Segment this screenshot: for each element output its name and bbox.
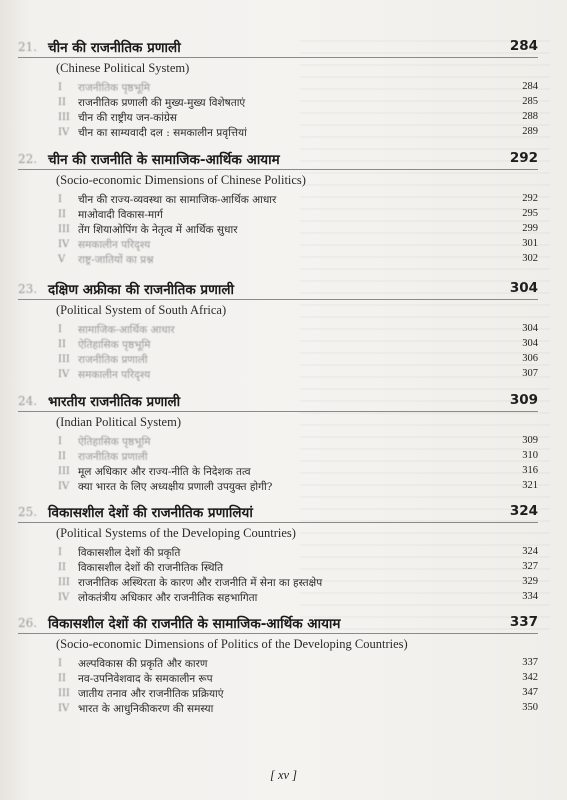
toc-chapter bbox=[18, 38, 538, 141]
section-bullet: IV bbox=[58, 481, 70, 492]
section-bullet: III bbox=[58, 112, 70, 123]
section-bullet: II bbox=[58, 673, 66, 684]
toc-section bbox=[18, 687, 538, 702]
toc-section bbox=[18, 81, 538, 96]
chapter-title: विकासशील देशों की राजनीतिक प्रणालियां bbox=[48, 505, 253, 521]
section-page-number: 310 bbox=[522, 450, 538, 461]
section-bullet: IV bbox=[58, 703, 70, 714]
toc-section bbox=[18, 435, 538, 450]
section-title: ऐतिहासिक पृष्ठभूमि bbox=[78, 436, 151, 448]
section-page-number: 337 bbox=[522, 657, 538, 668]
chapter-english-title: (Chinese Political System) bbox=[56, 61, 190, 75]
chapter-english-title: (Political Systems of the Developing Countries) bbox=[56, 526, 296, 540]
section-page-number: 304 bbox=[522, 323, 538, 334]
section-page-number: 295 bbox=[522, 208, 538, 219]
section-title: राजनीतिक पृष्ठभूमि bbox=[78, 82, 150, 94]
section-page-number: 324 bbox=[522, 546, 538, 557]
toc-section bbox=[18, 480, 538, 495]
section-bullet: III bbox=[58, 688, 70, 699]
section-list bbox=[18, 323, 538, 383]
chapter-title: चीन की राजनीति के सामाजिक-आर्थिक आयाम bbox=[48, 152, 280, 168]
chapter-number: 25. bbox=[18, 505, 38, 519]
toc-section bbox=[18, 238, 538, 253]
section-list bbox=[18, 81, 538, 141]
section-page-number: 329 bbox=[522, 576, 538, 587]
section-bullet: I bbox=[58, 82, 62, 93]
section-title: नव-उपनिवेशवाद के समकालीन रूप bbox=[78, 673, 213, 685]
chapter-number: 26. bbox=[18, 616, 38, 630]
section-title: चीन की राज्य-व्यवस्था का सामाजिक-आर्थिक आधार bbox=[78, 194, 277, 206]
section-title: मूल अधिकार और राज्य-नीति के निदेशक तत्व bbox=[78, 466, 251, 478]
section-title: राजनीतिक प्रणाली की मुख्य-मुख्य विशेषताएं bbox=[78, 97, 246, 109]
section-page-number: 284 bbox=[522, 81, 538, 92]
section-bullet: I bbox=[58, 547, 62, 558]
section-title: ऐतिहासिक पृष्ठभूमि bbox=[78, 339, 151, 351]
section-page-number: 285 bbox=[522, 96, 538, 107]
section-page-number: 299 bbox=[522, 223, 538, 234]
section-title: विकासशील देशों की प्रकृति bbox=[78, 547, 181, 559]
section-title: विकासशील देशों की राजनीतिक स्थिति bbox=[78, 562, 224, 574]
section-bullet: II bbox=[58, 562, 66, 573]
chapter-english-title: (Political System of South Africa) bbox=[56, 303, 227, 317]
section-title: क्या भारत के लिए अध्यक्षीय प्रणाली उपयुक्त होगी? bbox=[78, 481, 273, 493]
section-page-number: 301 bbox=[522, 238, 538, 249]
section-bullet: II bbox=[58, 97, 66, 108]
section-bullet: I bbox=[58, 324, 62, 335]
chapter-title: चीन की राजनीतिक प्रणाली bbox=[48, 40, 181, 56]
section-page-number: 327 bbox=[522, 561, 538, 572]
section-bullet: IV bbox=[58, 369, 70, 380]
section-bullet: II bbox=[58, 451, 66, 462]
toc-section bbox=[18, 672, 538, 687]
chapter-number: 21. bbox=[18, 40, 38, 54]
toc-chapter bbox=[18, 150, 538, 268]
section-title: अल्पविकास की प्रकृति और कारण bbox=[78, 658, 208, 670]
section-title: सामाजिक-आर्थिक आधार bbox=[78, 324, 175, 336]
section-page-number: 334 bbox=[522, 591, 538, 602]
section-list bbox=[18, 435, 538, 495]
section-title: समकालीन परिदृश्य bbox=[78, 239, 151, 251]
section-title: चीन की राष्ट्रीय जन-कांग्रेस bbox=[78, 112, 177, 124]
section-title: राजनीतिक अस्थिरता के कारण और राजनीति में सेना का हस्तक्षेप bbox=[78, 577, 323, 589]
chapter-page-number: 337 bbox=[509, 614, 538, 630]
section-list bbox=[18, 657, 538, 717]
toc-section bbox=[18, 702, 538, 717]
toc-chapter bbox=[18, 280, 538, 383]
section-page-number: 302 bbox=[522, 253, 538, 264]
toc-section bbox=[18, 253, 538, 268]
chapter-page-number: 284 bbox=[509, 38, 538, 54]
toc-section bbox=[18, 353, 538, 368]
section-page-number: 350 bbox=[522, 702, 538, 713]
chapter-rule bbox=[18, 411, 538, 412]
section-page-number: 307 bbox=[522, 368, 538, 379]
section-bullet: III bbox=[58, 466, 70, 477]
section-page-number: 288 bbox=[522, 111, 538, 122]
section-page-number: 306 bbox=[522, 353, 538, 364]
section-page-number: 309 bbox=[522, 435, 538, 446]
section-list bbox=[18, 193, 538, 268]
toc-chapter bbox=[18, 392, 538, 495]
section-bullet: V bbox=[58, 254, 66, 265]
toc-section bbox=[18, 591, 538, 606]
toc-chapter bbox=[18, 503, 538, 606]
toc-section bbox=[18, 465, 538, 480]
chapter-english-title: (Indian Political System) bbox=[56, 415, 181, 429]
chapter-title: विकासशील देशों की राजनीति के सामाजिक-आर्थिक आयाम bbox=[48, 616, 341, 632]
chapter-rule bbox=[18, 522, 538, 523]
chapter-number: 23. bbox=[18, 282, 38, 296]
toc-section bbox=[18, 126, 538, 141]
section-bullet: III bbox=[58, 577, 70, 588]
chapter-heading bbox=[18, 614, 538, 636]
section-page-number: 316 bbox=[522, 465, 538, 476]
section-page-number: 289 bbox=[522, 126, 538, 137]
section-title: राजनीतिक प्रणाली bbox=[78, 451, 148, 463]
section-bullet: I bbox=[58, 658, 62, 669]
toc-section bbox=[18, 223, 538, 238]
chapter-number: 24. bbox=[18, 394, 38, 408]
toc-chapter bbox=[18, 614, 538, 717]
toc-section bbox=[18, 323, 538, 338]
section-bullet: II bbox=[58, 209, 66, 220]
section-bullet: IV bbox=[58, 239, 70, 250]
chapter-page-number: 309 bbox=[509, 392, 538, 408]
section-list bbox=[18, 546, 538, 606]
toc-section bbox=[18, 368, 538, 383]
page-footer-number: [ xv ] bbox=[269, 768, 298, 782]
toc-section bbox=[18, 96, 538, 111]
section-bullet: IV bbox=[58, 127, 70, 138]
chapter-page-number: 292 bbox=[509, 150, 538, 166]
chapter-heading bbox=[18, 392, 538, 414]
chapter-number: 22. bbox=[18, 152, 38, 166]
chapter-english-title: (Socio-economic Dimensions of Chinese Politics) bbox=[56, 173, 306, 187]
section-title: समकालीन परिदृश्य bbox=[78, 369, 151, 381]
chapter-heading bbox=[18, 503, 538, 525]
section-title: माओवादी विकास-मार्ग bbox=[78, 209, 163, 221]
section-bullet: III bbox=[58, 224, 70, 235]
section-title: भारत के आधुनिकीकरण की समस्या bbox=[78, 703, 214, 715]
toc-section bbox=[18, 657, 538, 672]
chapter-page-number: 304 bbox=[509, 280, 538, 296]
chapter-heading bbox=[18, 38, 538, 60]
section-page-number: 321 bbox=[522, 480, 538, 491]
toc-section bbox=[18, 193, 538, 208]
section-title: राजनीतिक प्रणाली bbox=[78, 354, 148, 366]
chapter-rule bbox=[18, 299, 538, 300]
section-title: लोकतंत्रीय अधिकार और राजनीतिक सहभागिता bbox=[78, 592, 258, 604]
chapter-title: भारतीय राजनीतिक प्रणाली bbox=[48, 394, 181, 410]
chapter-rule bbox=[18, 169, 538, 170]
toc-section bbox=[18, 576, 538, 591]
section-bullet: I bbox=[58, 194, 62, 205]
chapter-rule bbox=[18, 633, 538, 634]
chapter-title: दक्षिण अफ्रीका की राजनीतिक प्रणाली bbox=[48, 282, 235, 298]
section-bullet: II bbox=[58, 339, 66, 350]
toc-section bbox=[18, 338, 538, 353]
section-title: जातीय तनाव और राजनीतिक प्रक्रियाएं bbox=[78, 688, 224, 700]
toc-section bbox=[18, 546, 538, 561]
section-bullet: III bbox=[58, 354, 70, 365]
toc-section bbox=[18, 111, 538, 126]
section-title: चीन का साम्यवादी दल : समकालीन प्रवृत्तियां bbox=[78, 127, 247, 139]
section-page-number: 292 bbox=[522, 193, 538, 204]
chapter-heading bbox=[18, 150, 538, 172]
chapter-rule bbox=[18, 57, 538, 58]
toc-section bbox=[18, 561, 538, 576]
section-page-number: 347 bbox=[522, 687, 538, 698]
section-page-number: 304 bbox=[522, 338, 538, 349]
section-bullet: IV bbox=[58, 592, 70, 603]
chapter-english-title: (Socio-economic Dimensions of Politics of the Developing Countries) bbox=[56, 637, 408, 651]
section-page-number: 342 bbox=[522, 672, 538, 683]
toc-section bbox=[18, 208, 538, 223]
toc-section bbox=[18, 450, 538, 465]
chapter-heading bbox=[18, 280, 538, 302]
section-title: राष्ट्र-जातियों का प्रश्न bbox=[78, 254, 154, 266]
section-title: तेंग शियाओपिंग के नेतृत्व में आर्थिक सुधार bbox=[78, 224, 238, 236]
chapter-page-number: 324 bbox=[509, 503, 538, 519]
section-bullet: I bbox=[58, 436, 62, 447]
